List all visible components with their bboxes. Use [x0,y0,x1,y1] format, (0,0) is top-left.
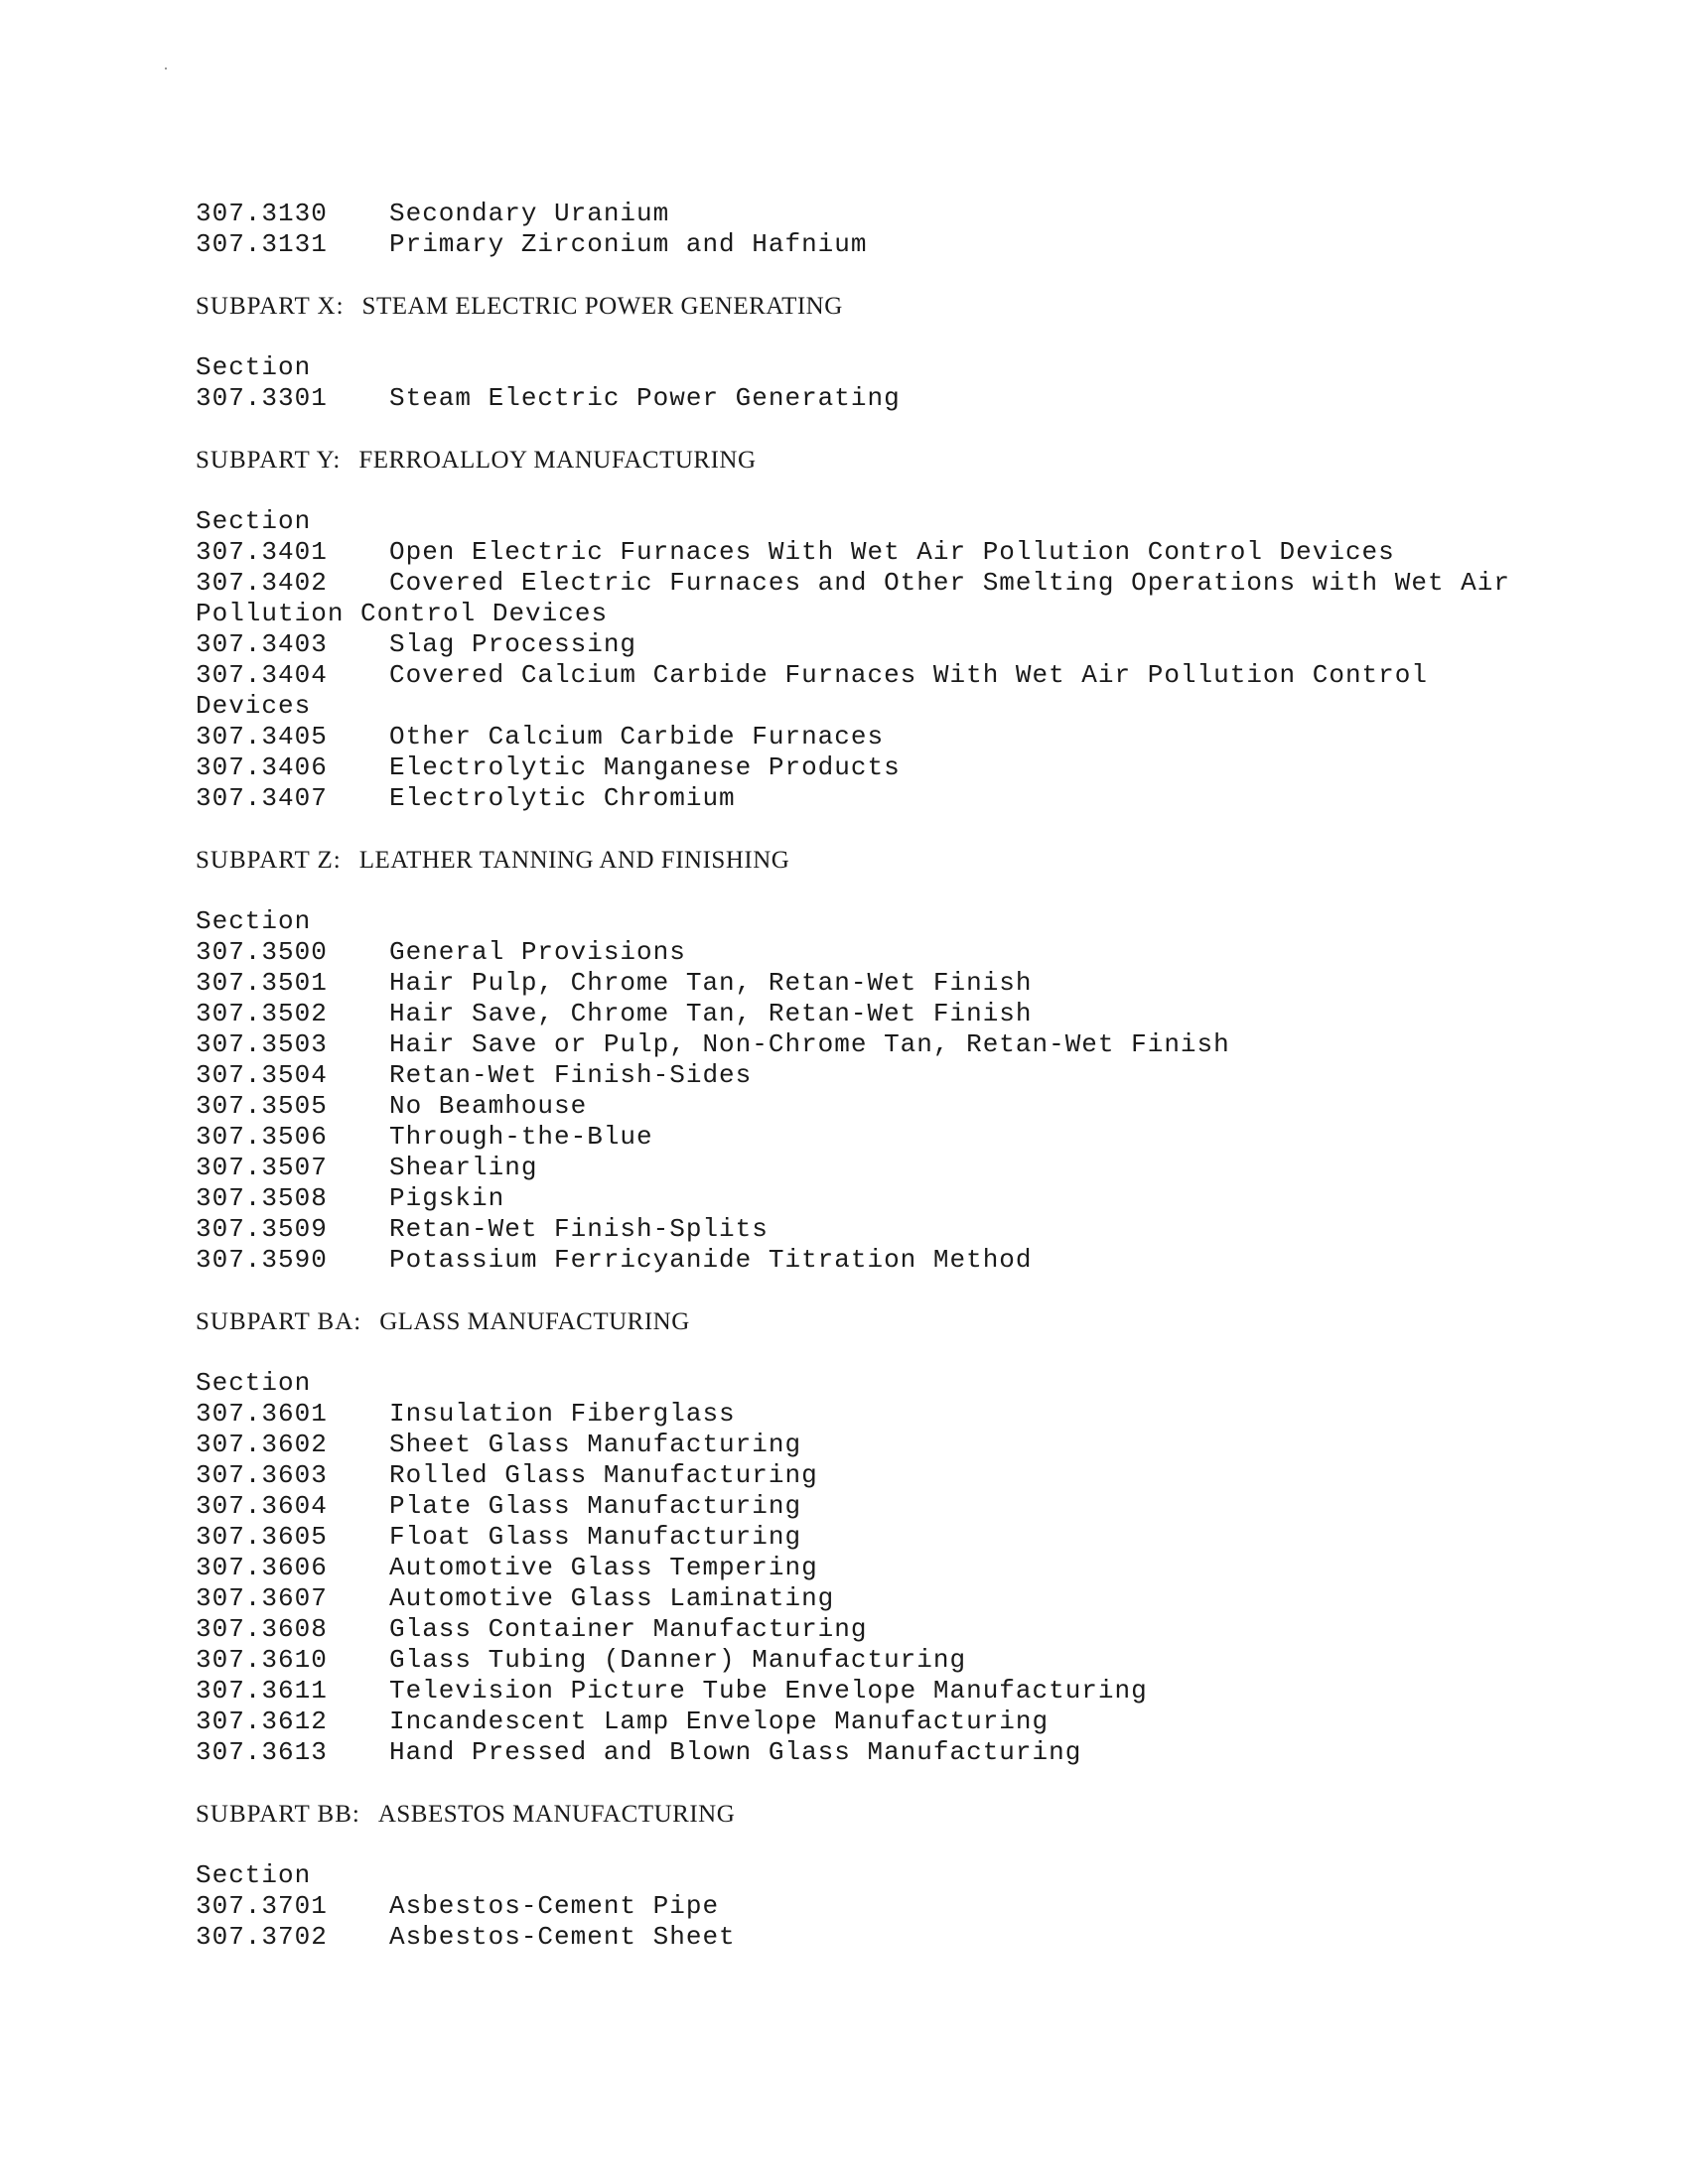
section-number: 307.3610 [196,1645,328,1675]
section-label: Section [196,352,312,382]
section-number: 307.3401 [196,537,328,567]
section-number: 307.3500 [196,937,328,967]
section-number: 307.3130 [196,199,328,228]
section-entry [196,1553,1586,1583]
section-entry [196,783,1586,814]
section-title: Rolled Glass Manufacturing [389,1460,818,1490]
section-title: Electrolytic Manganese Products [389,752,901,782]
section-number: 307.3507 [196,1153,328,1182]
section-title: Through-the-Blue [389,1122,653,1152]
section-entry [196,1183,1586,1214]
spacer [196,1830,1586,1860]
section-number: 307.3605 [196,1522,328,1552]
subpart-heading [196,845,1586,876]
section-number: 307.3602 [196,1430,328,1459]
subpart-title: LEATHER TANNING AND FINISHING [358,847,790,874]
section-label: Section [196,506,312,536]
subpart-title: STEAM ELECTRIC POWER GENERATING [361,293,843,320]
spacer [196,1276,1586,1306]
section-label: Section [196,1368,312,1398]
section-number: 307.3601 [196,1399,328,1429]
section-number: 307.3506 [196,1122,328,1152]
subpart-code: SUBPART BB: [196,1801,360,1828]
section-label: Section [196,906,312,936]
section-entry [196,383,1586,414]
section-entry [196,752,1586,783]
section-title: Glass Tubing (Danner) Manufacturing [389,1645,967,1675]
section-entry [196,1491,1586,1522]
section-entry [196,937,1586,968]
section-title: Hand Pressed and Blown Glass Manufacturing [389,1737,1082,1767]
section-entry [196,999,1586,1029]
section-title: Steam Electric Power Generating [389,383,901,413]
section-entry [196,1122,1586,1153]
section-title: Electrolytic Chromium [389,783,736,813]
section-entry [196,1891,1586,1922]
spacer [196,260,1586,291]
subpart-block [196,814,1586,1276]
subpart-heading [196,1306,1586,1337]
section-number: 307.3509 [196,1214,328,1244]
section-number: 307.3603 [196,1460,328,1490]
section-title: Covered Electric Furnaces and Other Smelting Operations with Wet Air [389,568,1510,598]
section-entry [196,968,1586,999]
document-page [196,199,1586,1953]
section-entry [196,660,1586,691]
section-entry [196,1706,1586,1737]
section-number: 307.3407 [196,783,328,813]
section-title: Plate Glass Manufacturing [389,1491,802,1521]
section-entry [196,199,1586,229]
section-title: Potassium Ferricyanide Titration Method [389,1245,1033,1275]
section-title: Other Calcium Carbide Furnaces [389,722,885,751]
subpart-code: SUBPART BA: [196,1308,362,1335]
section-number: 307.3701 [196,1891,328,1921]
section-number: 307.3403 [196,629,328,659]
section-title: Asbestos-Cement Sheet [389,1922,736,1952]
spacer [196,476,1586,506]
section-entry [196,1060,1586,1091]
section-entry [196,1645,1586,1676]
section-entry [196,1430,1586,1460]
section-title: Shearling [389,1153,538,1182]
section-number: 307.3405 [196,722,328,751]
section-title: Slag Processing [389,629,637,659]
subpart-code: SUBPART X: [196,293,345,320]
section-number: 307.3702 [196,1922,328,1952]
spacer [196,322,1586,352]
section-entry [196,1583,1586,1614]
section-title: Sheet Glass Manufacturing [389,1430,802,1459]
section-entry [196,1399,1586,1430]
section-number: 307.3613 [196,1737,328,1767]
subpart-block [196,1768,1586,1953]
section-title: Secondary Uranium [389,199,670,228]
section-number: 307.3608 [196,1614,328,1644]
subpart-block [196,260,1586,414]
section-number: 307.3406 [196,752,328,782]
section-entry [196,1922,1586,1953]
scan-speck [165,68,167,69]
section-entry [196,1676,1586,1706]
section-entry [196,1460,1586,1491]
section-entry [196,1153,1586,1183]
subpart-code: SUBPART Z: [196,847,342,874]
section-entry [196,722,1586,752]
subpart-heading [196,291,1586,322]
section-title: Insulation Fiberglass [389,1399,736,1429]
section-number: 307.3505 [196,1091,328,1121]
spacer [196,414,1586,445]
section-title: Television Picture Tube Envelope Manufacturing [389,1676,1148,1706]
spacer [196,1768,1586,1799]
section-title: Float Glass Manufacturing [389,1522,802,1552]
spacer [196,1337,1586,1368]
section-number: 307.3501 [196,968,328,998]
section-entry [196,1245,1586,1276]
section-label: Section [196,1860,312,1890]
section-number: 307.3502 [196,999,328,1028]
section-title: Retan-Wet Finish-Sides [389,1060,753,1090]
subpart-code: SUBPART Y: [196,447,342,474]
section-number: 307.3504 [196,1060,328,1090]
section-title: Incandescent Lamp Envelope Manufacturing [389,1706,1050,1736]
section-title: Automotive Glass Laminating [389,1583,835,1613]
section-title: Open Electric Furnaces With Wet Air Pollution Control Devices [389,537,1395,567]
section-number: 307.3590 [196,1245,328,1275]
section-number: 307.3131 [196,229,328,259]
section-title: Covered Calcium Carbide Furnaces With Wet Air Pollution Control [389,660,1428,690]
section-title: Retan-Wet Finish-Splits [389,1214,769,1244]
section-entry [196,1737,1586,1768]
subpart-heading [196,1799,1586,1830]
section-title: Asbestos-Cement Pipe [389,1891,720,1921]
section-entry [196,1214,1586,1245]
section-number: 307.3402 [196,568,328,598]
section-entry [196,229,1586,260]
section-number: 307.3606 [196,1553,328,1582]
section-title: Hair Pulp, Chrome Tan, Retan-Wet Finish [389,968,1033,998]
section-title-continuation: Pollution Control Devices [196,599,609,628]
section-title: Automotive Glass Tempering [389,1553,818,1582]
section-entry [196,1522,1586,1553]
subpart-heading [196,445,1586,476]
subpart-title: FERROALLOY MANUFACTURING [358,447,757,474]
subpart-list [196,260,1586,1953]
section-number: 307.3508 [196,1183,328,1213]
section-title-continuation: Devices [196,691,312,721]
section-number: 307.3607 [196,1583,328,1613]
section-title: Hair Save or Pulp, Non-Chrome Tan, Retan-Wet Finish [389,1029,1230,1059]
top-entry-list [196,199,1586,260]
spacer [196,876,1586,906]
section-entry [196,1614,1586,1645]
section-title: Hair Save, Chrome Tan, Retan-Wet Finish [389,999,1033,1028]
section-title: No Beamhouse [389,1091,588,1121]
section-number: 307.3503 [196,1029,328,1059]
section-number: 307.3611 [196,1676,328,1706]
section-entry [196,568,1586,599]
spacer [196,814,1586,845]
section-title: Pigskin [389,1183,505,1213]
subpart-block [196,414,1586,814]
section-number: 307.3404 [196,660,328,690]
section-title: Primary Zirconium and Hafnium [389,229,868,259]
section-number: 307.3301 [196,383,328,413]
section-entry [196,537,1586,568]
subpart-title: GLASS MANUFACTURING [379,1308,690,1335]
section-entry [196,1029,1586,1060]
section-entry [196,1091,1586,1122]
subpart-block [196,1276,1586,1768]
section-number: 307.3612 [196,1706,328,1736]
subpart-title: ASBESTOS MANUFACTURING [377,1801,736,1828]
section-entry [196,629,1586,660]
section-title: Glass Container Manufacturing [389,1614,868,1644]
section-number: 307.3604 [196,1491,328,1521]
section-title: General Provisions [389,937,686,967]
